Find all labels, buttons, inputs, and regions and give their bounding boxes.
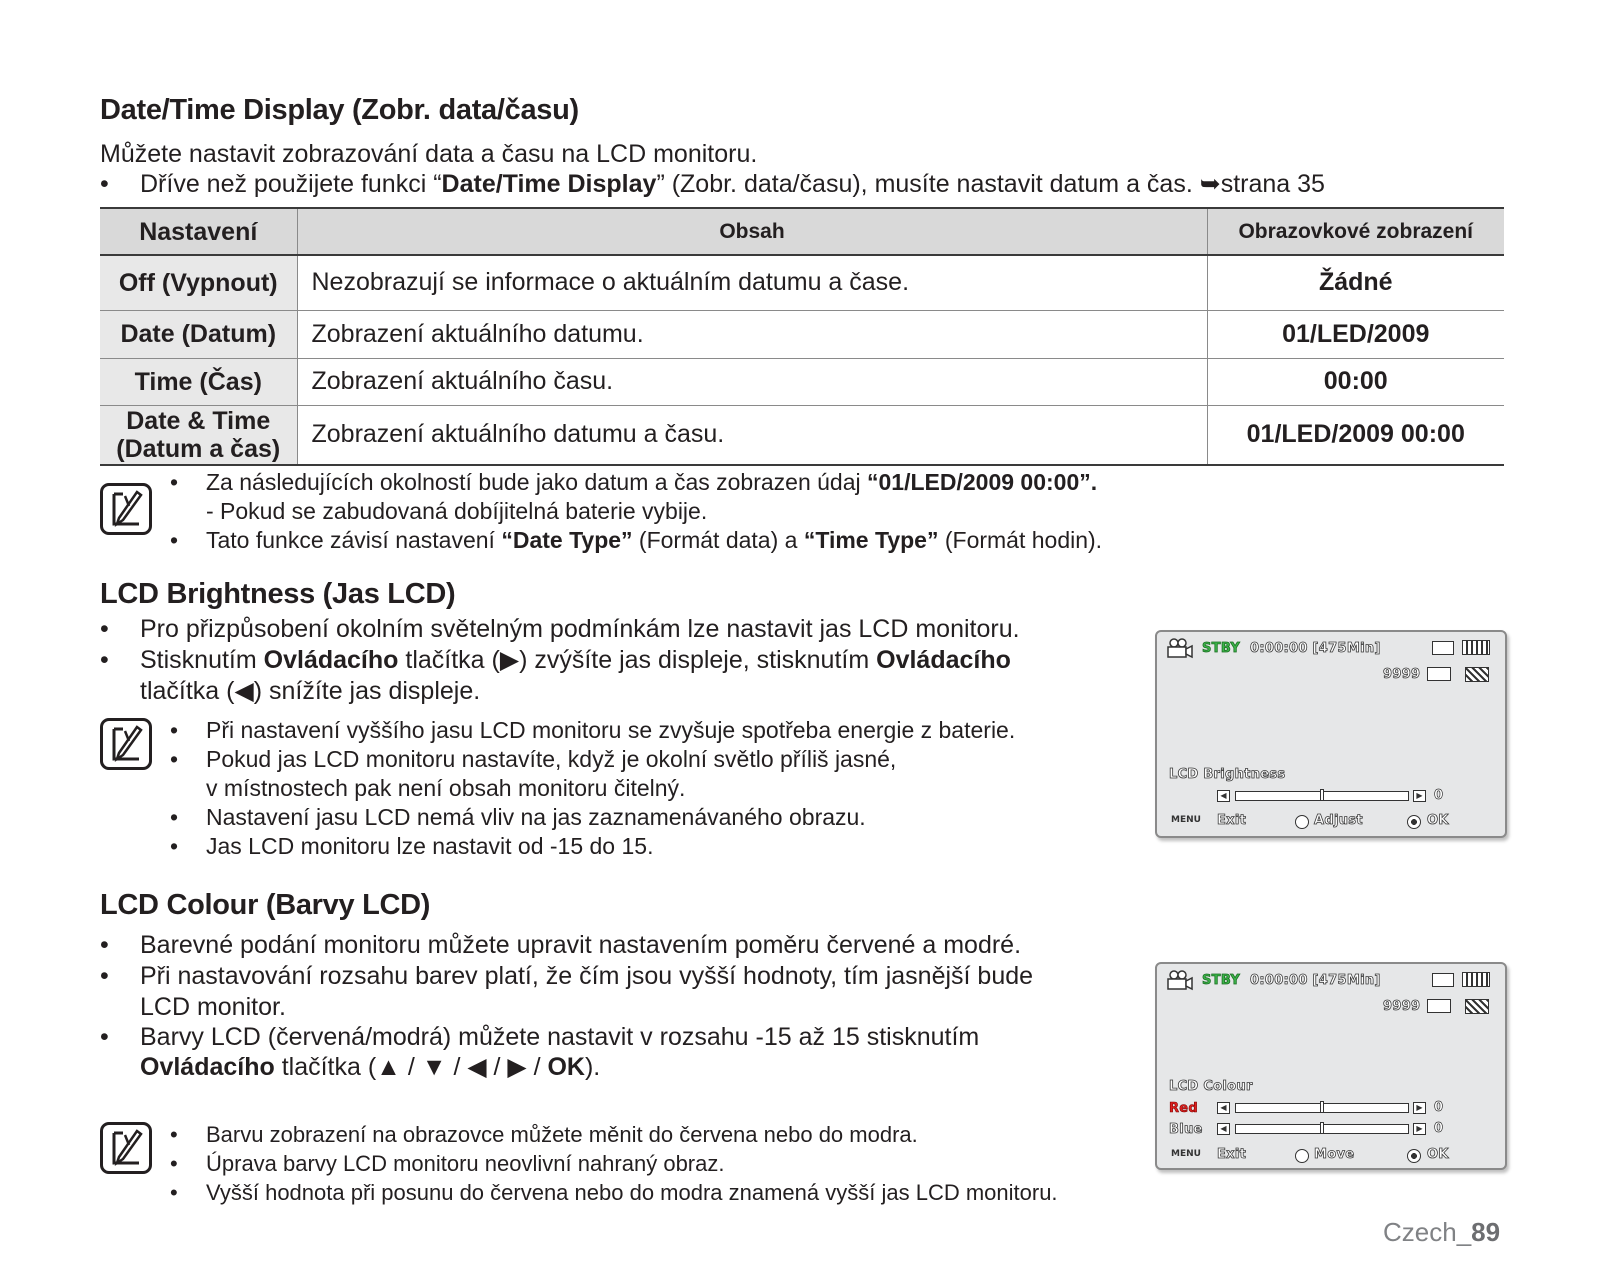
- adjust-label: Adjust: [1314, 813, 1363, 828]
- slider-knob[interactable]: [1320, 1122, 1324, 1134]
- stby-status: STBY: [1202, 641, 1241, 656]
- ok-label: OK: [1427, 813, 1449, 828]
- stby-status: STBY: [1202, 973, 1241, 988]
- table-cell-content: Zobrazení aktuálního datumu.: [297, 310, 1207, 358]
- table-row: [100, 358, 1504, 405]
- ok-button-icon: [1407, 815, 1421, 829]
- menu-key-label: MENU: [1171, 815, 1201, 825]
- brightness-slider[interactable]: [1217, 790, 1467, 802]
- note-icon: [100, 483, 152, 535]
- ok-label: OK: [1427, 1147, 1449, 1162]
- blue-slider[interactable]: [1217, 1123, 1467, 1135]
- recording-time: 0:00:00 [475Min]: [1250, 641, 1381, 656]
- table-cell-display: 01/LED/2009 00:00: [1207, 405, 1504, 465]
- table-row: [100, 255, 1504, 310]
- note-icon: [100, 718, 152, 770]
- red-label: Red: [1169, 1101, 1199, 1116]
- decrease-arrow-icon[interactable]: ◀: [1217, 790, 1230, 802]
- page-number: 89: [1471, 1217, 1501, 1247]
- table-cell-setting: Time (Čas): [100, 358, 297, 405]
- camcorder-icon: [1165, 637, 1193, 659]
- section-title-date-time: Date/Time Display (Zobr. data/času): [100, 94, 579, 126]
- photo-count: 9999: [1383, 999, 1421, 1014]
- table-cell-display: Žádné: [1207, 255, 1504, 310]
- exit-label: Exit: [1217, 813, 1247, 828]
- slider-value: 0: [1434, 1121, 1444, 1136]
- table-row: [100, 310, 1504, 358]
- section-title-lcd-brightness: LCD Brightness (Jas LCD): [100, 578, 456, 610]
- joystick-icon: [1295, 815, 1309, 829]
- decrease-arrow-icon[interactable]: ◀: [1217, 1102, 1230, 1114]
- page-footer: [1383, 1217, 1500, 1248]
- lcd-colour-screen: [1155, 962, 1507, 1170]
- slider-value: 0: [1434, 1100, 1444, 1115]
- blue-label: Blue: [1169, 1122, 1203, 1137]
- page-ref: strana 35: [1220, 170, 1325, 198]
- lcd-brightness-screen: [1155, 630, 1507, 838]
- joystick-icon: [1295, 1149, 1309, 1163]
- table-row: [100, 405, 1504, 465]
- col-header-content: Obsah: [297, 208, 1207, 255]
- resolution-icon: [1427, 667, 1451, 681]
- col-header-setting: Nastavení: [100, 208, 297, 255]
- increase-arrow-icon[interactable]: ▶: [1413, 1123, 1426, 1135]
- arrow-right-icon: ➥: [1199, 170, 1221, 198]
- table-cell-content: Zobrazení aktuálního času.: [297, 358, 1207, 405]
- card-icon: [1432, 641, 1454, 655]
- resolution-icon: [1427, 999, 1451, 1013]
- setting-label: LCD Colour: [1169, 1079, 1253, 1094]
- table-cell-setting: Off (Vypnout): [100, 255, 297, 310]
- setting-label: LCD Brightness: [1169, 767, 1286, 782]
- col-header-display: Obrazovkové zobrazení: [1207, 208, 1504, 255]
- decrease-arrow-icon[interactable]: ◀: [1217, 1123, 1230, 1135]
- table-cell-setting: Date & Time (Datum a čas): [100, 405, 297, 465]
- red-slider[interactable]: [1217, 1102, 1467, 1114]
- move-label: Move: [1314, 1147, 1355, 1162]
- footer-language: Czech_: [1383, 1217, 1472, 1247]
- photo-count: 9999: [1383, 667, 1421, 682]
- quality-icon: [1465, 667, 1489, 682]
- camcorder-icon: [1165, 969, 1193, 991]
- bullet-continuation: tlačítka (◀) snížíte jas displeje.: [140, 677, 481, 705]
- table-cell-display: 00:00: [1207, 358, 1504, 405]
- increase-arrow-icon[interactable]: ▶: [1413, 790, 1426, 802]
- quality-icon: [1465, 999, 1489, 1014]
- increase-arrow-icon[interactable]: ▶: [1413, 1102, 1426, 1114]
- battery-icon: [1462, 640, 1490, 655]
- table-cell-display: 01/LED/2009: [1207, 310, 1504, 358]
- table-cell-setting: Date (Datum): [100, 310, 297, 358]
- slider-value: 0: [1434, 788, 1444, 803]
- intro-text: Můžete nastavit zobrazování data a času na LCD monitoru.: [100, 140, 758, 168]
- note-icon: [100, 1122, 152, 1174]
- recording-time: 0:00:00 [475Min]: [1250, 973, 1381, 988]
- slider-knob[interactable]: [1320, 1101, 1324, 1113]
- bullet-continuation: Ovládacího tlačítka (▲ / ▼ / ◀ / ▶ / OK).: [140, 1053, 601, 1081]
- settings-table: [100, 207, 1504, 466]
- card-icon: [1432, 973, 1454, 987]
- menu-key-label: MENU: [1171, 1149, 1201, 1159]
- section-title-lcd-colour: LCD Colour (Barvy LCD): [100, 889, 431, 921]
- table-cell-content: Nezobrazují se informace o aktuálním datumu a čase.: [297, 255, 1207, 310]
- table-cell-content: Zobrazení aktuálního datumu a času.: [297, 405, 1207, 465]
- bullet-continuation: LCD monitor.: [140, 993, 286, 1021]
- ok-button-icon: [1407, 1149, 1421, 1163]
- battery-icon: [1462, 972, 1490, 987]
- table-header-row: [100, 208, 1504, 255]
- exit-label: Exit: [1217, 1147, 1247, 1162]
- slider-knob[interactable]: [1320, 789, 1324, 801]
